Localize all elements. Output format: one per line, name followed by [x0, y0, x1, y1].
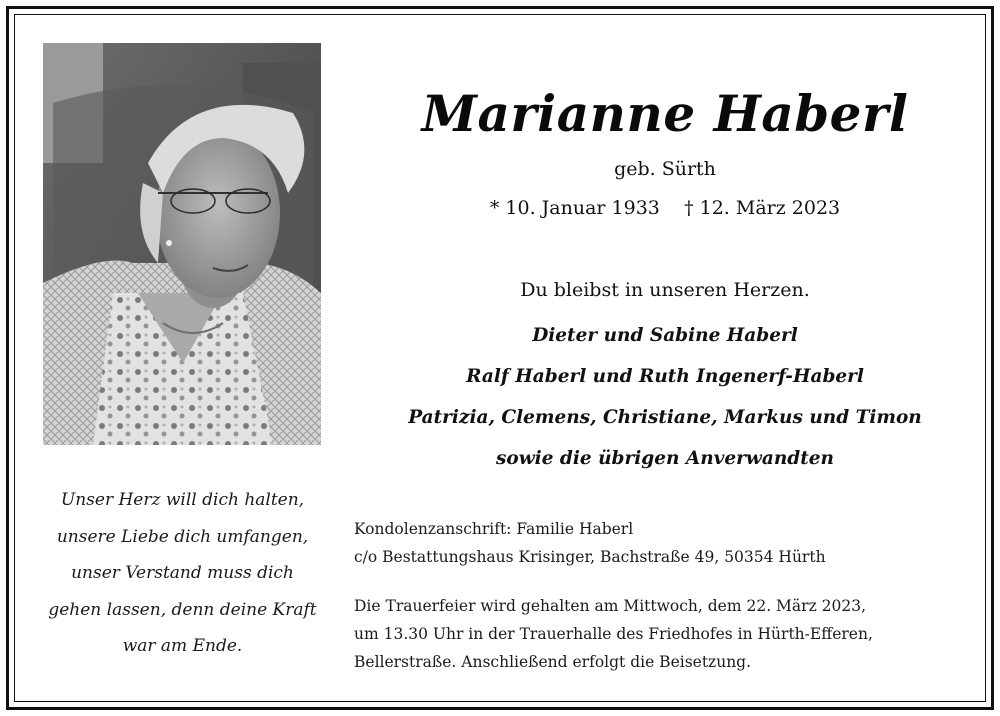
mourner-line: Ralf Haberl und Ruth Ingenerf-Haberl	[466, 366, 864, 387]
motto: Du bleibst in unseren Herzen.	[520, 279, 810, 301]
poem	[40, 482, 325, 665]
poem-line: gehen lassen, denn deine Kraft	[48, 599, 317, 620]
mourner-line: sowie die übrigen Anverwandten	[496, 448, 834, 469]
mourners-list	[330, 315, 1000, 479]
service-line: Die Trauerfeier wird gehalten am Mittwoch, dem 22. März 2023,	[354, 597, 867, 615]
mourner-line: Dieter und Sabine Haberl	[532, 325, 798, 346]
birth-date: * 10. Januar 1933	[489, 197, 660, 219]
portrait-photo	[43, 43, 321, 445]
life-dates	[330, 194, 1000, 222]
poem-line: unsere Liebe dich umfangen,	[56, 526, 309, 547]
poem-line: unser Verstand muss dich	[71, 563, 294, 583]
address-line: c/o Bestattungshaus Krisinger, Bachstraße 49, 50354 Hürth	[354, 548, 826, 566]
service-info	[354, 592, 974, 676]
address-line: Kondolenzanschrift: Familie Haberl	[354, 520, 634, 538]
mourner-line: Patrizia, Clemens, Christiane, Markus und Timon	[408, 407, 922, 428]
service-line: Bellerstraße. Anschließend erfolgt die Beisetzung.	[354, 653, 752, 671]
poem-line: war am Ende.	[122, 636, 243, 656]
service-line: um 13.30 Uhr in der Trauerhalle des Friedhofes in Hürth-Efferen,	[354, 625, 873, 643]
death-date: † 12. März 2023	[684, 197, 841, 219]
birth-name: geb. Sürth	[614, 158, 716, 180]
condolence-address	[354, 515, 974, 571]
deceased-name: Marianne Haberl	[421, 84, 909, 143]
poem-line: Unser Herz will dich halten,	[60, 490, 305, 510]
